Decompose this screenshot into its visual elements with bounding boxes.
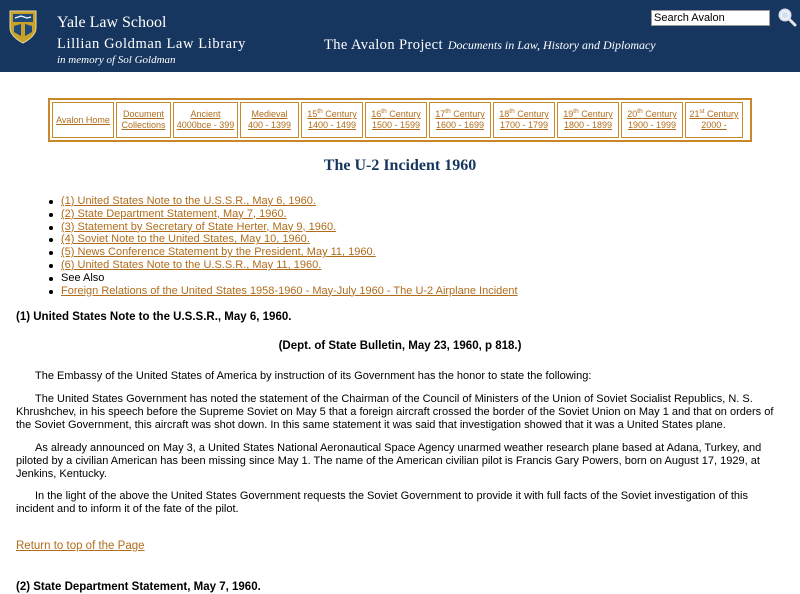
list-item	[46, 246, 518, 259]
paragraph: The Embassy of the United States of America by instruction of its Government has the honor to state the following:	[35, 370, 592, 382]
yale-shield-logo[interactable]	[9, 10, 37, 44]
nav-item[interactable]	[365, 102, 427, 138]
nav-item-range: 1600 - 1699	[435, 120, 485, 130]
nav-item-label: 20th Century	[627, 108, 677, 119]
nav-item-label: 17th Century	[435, 108, 485, 119]
toc-label: See Also	[61, 271, 105, 284]
nav-item[interactable]	[557, 102, 619, 138]
list-item	[46, 208, 518, 221]
search-icon[interactable]	[777, 7, 797, 27]
toc-link[interactable]: (4) Soviet Note to the United States, May 10, 1960.	[61, 233, 310, 246]
nav-item[interactable]	[429, 102, 491, 138]
list-item	[46, 233, 518, 246]
toc-link[interactable]: (1) United States Note to the U.S.S.R., May 6, 1960.	[61, 195, 316, 207]
paragraph: As already announced on May 3, a United States National Aeronautical Space Agency unarmed weather research plane based at Adana, Turkey, and piloted by a civilian American has been missing since May 1. The name of the American civilian pilot is Francis Gary Powers, born on August 17, 1929, at Jenkins, Kentucky.	[16, 442, 762, 480]
nav-item-range: 1700 - 1799	[499, 120, 549, 130]
nav-item[interactable]	[173, 102, 238, 138]
toc-link[interactable]: (3) Statement by Secretary of State Herter, May 9, 1960.	[61, 220, 337, 233]
nav-item-label: Avalon Home	[56, 114, 110, 125]
paragraph: In the light of the above the United States Government requests the Soviet Government to provide it with full facts of the Soviet investigation of this incident and to inform it of the fate of the pilot.	[16, 490, 748, 515]
nav-item-range: 400 - 1399	[247, 120, 292, 130]
page-title: The U-2 Incident 1960	[323, 157, 477, 174]
nav-item[interactable]	[621, 102, 683, 138]
nav-item[interactable]	[116, 102, 171, 138]
nav-item-range: Collections	[121, 120, 166, 130]
memorial-text: in memory of Sol Goldman	[57, 54, 176, 66]
list-item	[46, 221, 518, 234]
nav-item-range: 1500 - 1599	[371, 120, 421, 130]
nav-item-label: 21st Century	[689, 108, 739, 119]
era-navigation	[48, 98, 752, 142]
nav-item-range: 4000bce - 399	[176, 120, 235, 130]
list-item	[46, 272, 518, 285]
project-title[interactable]	[324, 36, 656, 54]
paragraph: The United States Government has noted the statement of the Chairman of the Council of Ministers of the Union of Soviet Socialist Republics, N. S. Khrushchev, in his speech before the Supreme Soviet on May 5 that a foreign aircraft crossed the border of the Soviet Union on May 1 and that on orders of the Soviet Government, this aircraft was shot down. In this same statement it was said that investigation showed that it was a United States plane.	[16, 393, 774, 431]
school-name[interactable]: Yale Law School	[57, 14, 167, 31]
toc-link[interactable]: (6) United States Note to the U.S.S.R., May 11, 1960.	[61, 258, 322, 271]
nav-item[interactable]	[493, 102, 555, 138]
library-name[interactable]: Lillian Goldman Law Library	[57, 36, 246, 52]
nav-item[interactable]	[301, 102, 363, 138]
nav-item-range: 1800 - 1899	[563, 120, 613, 130]
nav-item[interactable]	[685, 102, 743, 138]
project-name[interactable]: The Avalon Project	[324, 37, 443, 53]
source-citation: (Dept. of State Bulletin, May 23, 1960, p 818.)	[278, 340, 522, 352]
search-input[interactable]	[651, 10, 770, 26]
nav-item-label: Ancient	[190, 109, 221, 119]
nav-item-label: 18th Century	[499, 108, 549, 119]
section-heading: (1) United States Note to the U.S.S.R., May 6, 1960.	[16, 311, 292, 323]
list-item	[46, 195, 518, 208]
nav-item-label: 16th Century	[371, 108, 421, 119]
nav-item-label: Document	[122, 109, 165, 119]
toc-link[interactable]: Foreign Relations of the United States 1958-1960 - May-July 1960 - The U-2 Airplane Incident	[61, 284, 518, 297]
nav-item-label: 15th Century	[307, 108, 357, 119]
list-item	[46, 259, 518, 272]
return-to-top-link[interactable]: Return to top of the Page	[16, 540, 145, 552]
nav-item[interactable]	[52, 102, 114, 138]
nav-item-label: 19th Century	[563, 108, 613, 119]
toc-link[interactable]: (5) News Conference Statement by the President, May 11, 1960.	[61, 246, 376, 259]
toc-link[interactable]: (2) State Department Statement, May 7, 1960.	[61, 207, 287, 220]
section-heading: (2) State Department Statement, May 7, 1960.	[16, 581, 261, 593]
table-of-contents	[46, 195, 518, 297]
project-tagline: Documents in Law, History and Diplomacy	[447, 38, 656, 52]
nav-item-label: Medieval	[251, 109, 288, 119]
nav-item[interactable]	[240, 102, 299, 138]
list-item	[46, 285, 518, 298]
nav-item-range: 2000 -	[701, 120, 727, 130]
header-banner	[0, 0, 800, 72]
nav-item-range: 1900 - 1999	[627, 120, 677, 130]
nav-item-range: 1400 - 1499	[307, 120, 357, 130]
